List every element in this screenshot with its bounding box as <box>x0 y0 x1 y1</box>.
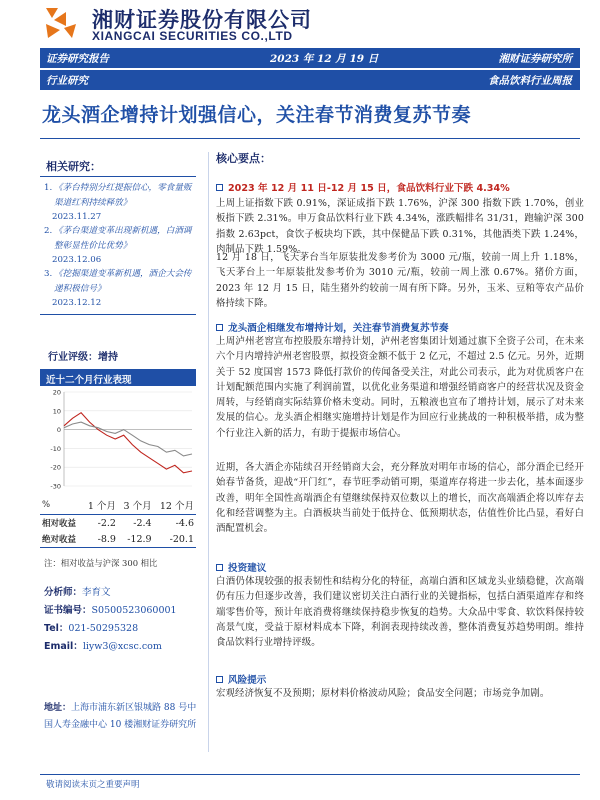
performance-table <box>40 496 196 548</box>
square-bullet-icon <box>216 564 223 571</box>
section-heading: 2023 年 12 月 11 日-12 月 15 日，食品饮料行业下跌 4.34% <box>216 180 584 194</box>
related-research-heading: 相关研究： <box>46 160 101 173</box>
paragraph: 12 月 18 日，飞天茅台当年原装批发参考价为 3000 元/瓶，较前一周上升 1.18%，飞天茅台上一年原装批发参考价为 3010 元/瓶，较前一周上涨 0.67%。猪价方面，2023 年 12 月 15 日，陆生猪外约较前一周有所下降。另外，玉米、豆粕等农产品价格持续下降。 <box>216 252 584 309</box>
related-research-list <box>40 176 196 315</box>
analyst-cert: S0500523060001 <box>91 605 177 616</box>
table-row: 绝对收益 -8.9 -12.9 -20.1 <box>40 531 196 548</box>
related-date: 2023.11.27 <box>52 212 102 222</box>
report-category: 行业研究 <box>46 75 88 87</box>
table-row: % 1 个月 3 个月 12 个月 <box>40 496 196 515</box>
rating-value: 增持 <box>98 352 118 363</box>
y-tick-label: -30 <box>50 482 61 491</box>
related-link[interactable]: 《茅台特别分红提振信心，零食量贩渠道红利持续释放》 <box>54 183 192 208</box>
company-name-cn: 湘财证券股份有限公司 <box>92 8 312 32</box>
rating-label: 行业评级： <box>48 352 98 363</box>
title-divider <box>40 138 580 139</box>
table-row: 相对收益 -2.2 -2.4 -4.6 <box>42 517 194 529</box>
paragraph: 近期，各大酒企亦陆续召开经销商大会，充分释放对明年市场的信心，部分酒企已经开始春节备货，迎战“开门红”，春节旺季动销可期，渠道库存将进一步去化，基本面逐步改善，明年全国性高端酒企有望继续保持双位数以上的增长，而次高端酒企将以库存去化和经营调整为主。白酒板块当前处于低持仓、低预期状态，估值性价比凸显，看好白酒配置机会。 <box>216 462 584 535</box>
square-bullet-icon <box>216 324 223 331</box>
performance-note: 注：相对收益与沪深 300 相比 <box>44 558 158 568</box>
section-heading: 龙头酒企相继发布增持计划，关注春节消费复苏节奏 <box>216 320 584 334</box>
company-logo <box>42 6 80 40</box>
paragraph: 上周泸州老窖宣布控股股东增持计划，泸州老窖集团计划通过旗下全资子公司，在未来六个月内增持泸州老窖股票，拟投资金额不低于 2 亿元，不超过 2.5 亿元。另外，近期关于 52 度国窖 1573 降低打款价的传闻备受关注，对此公司表示，此为对优质客户在计划配额范围内实施了利润前置，以优化业务渠道和增强经销商客户的经营状况及资金周转，与经销商实际结算价格未变动。同时，五粮液也宣布了增持计划，展示了对未来发展的信心。龙头酒企相继实施增持计划是作为回应行业挑战的一种积极举措，成为整个行业注入新的活力，有助于提振市场信心。 <box>216 336 584 439</box>
related-link[interactable]: 《茅台渠道变革出现新机遇，白酒调整彰显性价比优势》 <box>54 226 192 251</box>
institute: 湘财证券研究所 <box>498 53 572 65</box>
page-title: 龙头酒企增持计划强信心，关注春节消费复苏节奏 <box>42 104 472 126</box>
core-points-heading: 核心要点： <box>216 152 271 165</box>
y-tick-label: -20 <box>50 463 61 472</box>
y-tick-label: 10 <box>52 407 61 416</box>
analyst-name: 李育文 <box>82 587 111 598</box>
list-item[interactable]: 1. 《茅台特别分红提振信心，零食量贩渠道红利持续释放》 <box>40 181 196 210</box>
industry-performance-chart <box>40 386 196 492</box>
list-item[interactable]: 3. 《挖掘渠道变革新机遇，酒企大会传递积极信号》 <box>40 267 196 296</box>
header-band-bottom <box>40 70 580 90</box>
y-tick-label: -10 <box>50 444 61 453</box>
square-bullet-icon <box>216 676 223 683</box>
series-line-hs300 <box>64 422 192 456</box>
footer-disclaimer[interactable]: 敬请阅读末页之重要声明 <box>46 780 140 790</box>
chart-title: 近十二个月行业表现 <box>40 370 196 386</box>
square-bullet-icon <box>216 184 223 191</box>
related-link[interactable]: 《挖掘渠道变革新机遇，酒企大会传递积极信号》 <box>54 269 192 294</box>
industry-rating <box>40 346 196 370</box>
header-band-top <box>40 48 580 68</box>
analyst-info: 分析师：李育文 证书编号：S0500523060001 Tel：021-50295328 Email：liyw3@xcsc.com <box>44 587 177 652</box>
related-date: 2023.12.12 <box>52 298 102 308</box>
analyst-tel: 021-50295328 <box>68 623 139 634</box>
analyst-email[interactable]: liyw3@xcsc.com <box>82 641 162 652</box>
report-type: 证券研究报告 <box>46 53 109 65</box>
section-heading: 风险提示 <box>216 672 584 686</box>
report-date: 2023 年 12 月 19 日 <box>270 53 379 65</box>
company-name-en: XIANGCAI SECURITIES CO.,LTD <box>92 29 293 43</box>
report-subcategory: 食品饮料行业周报 <box>488 75 572 87</box>
list-item[interactable]: 2. 《茅台渠道变革出现新机遇，白酒调整彰显性价比优势》 <box>40 224 196 253</box>
paragraph: 白酒仍体现较强的报表韧性和结构分化的特征，高端白酒和区域龙头业绩稳健，次高端仍有压力但逐步改善，我们建议密切关注白酒行业的关键指标，包括白酒渠道库存和终端零售价等，预计年底消费将继续保持稳步恢复的趋势。大众品中零食、软饮料保持较高景气度，受益于原材料成本下降，利润表现持续改善，整体消费复苏趋势明朗。维持食品饮料行业增持评级。 <box>216 576 584 649</box>
series-line-industry <box>64 413 192 473</box>
address: 地址：上海市浦东新区银城路 88 号中国人寿金融中心 10 楼湘财证券研究所 <box>44 703 197 730</box>
paragraph: 宏观经济恢复不及预期；原材料价格波动风险；食品安全问题；市场竞争加剧。 <box>216 688 550 699</box>
column-divider <box>208 152 209 752</box>
related-date: 2023.12.06 <box>52 255 102 265</box>
y-tick-label: 0 <box>56 426 61 435</box>
y-tick-label: 20 <box>52 388 61 397</box>
paragraph: 上周上证指数下跌 0.91%，深证成指下跌 1.76%，沪深 300 指数下跌 1.70%，创业板指下跌 2.31%。申万食品饮料行业下跌 4.34%，涨跌幅排名 31/31，跑输沪深 300 指数 2.63pct，食饮子板块均下跌，其中保健品下跌 0.31%，其他酒类下跌 1.24%，肉制品下跌 1.59%。 <box>216 198 584 255</box>
footer-divider <box>40 774 580 775</box>
section-heading: 投资建议 <box>216 560 584 574</box>
